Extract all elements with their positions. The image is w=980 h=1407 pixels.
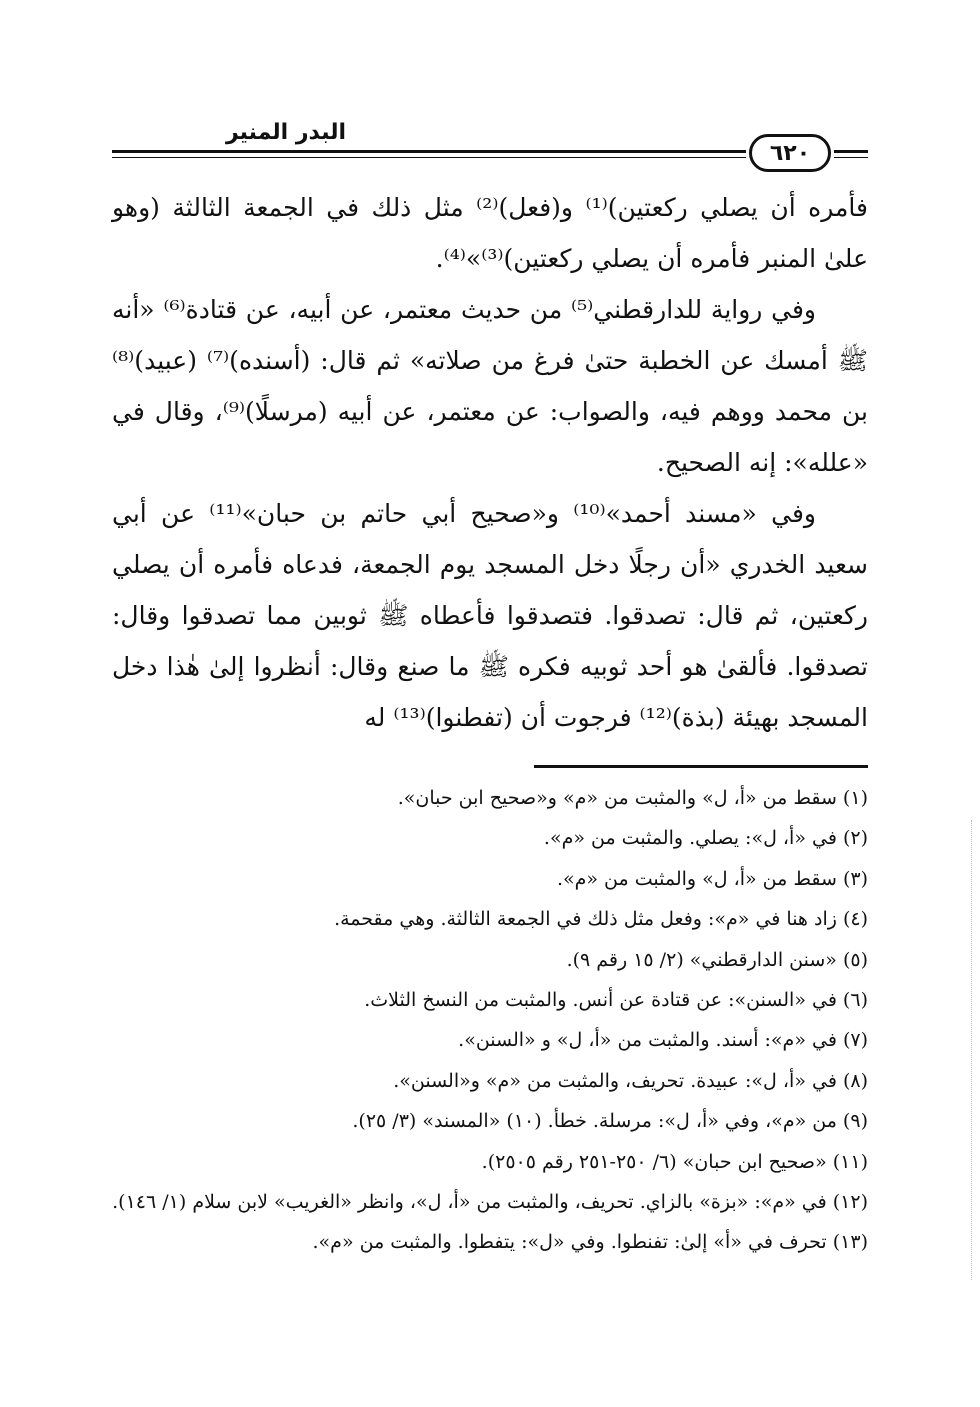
footnote: (١١) «صحيح ابن حبان» (٦/ ٢٥٠-٢٥١ رقم ٢٥٠٥).	[481, 1150, 868, 1173]
header-rule-right-thick	[834, 150, 868, 153]
footnote: (٣) سقط من «أ، ل» والمثبت من «م».	[556, 867, 868, 890]
header-rule-right-thin	[834, 157, 868, 158]
paragraph: وفي «مسند أحمد»⁽¹⁰⁾ و«صحيح أبي حاتم بن حبان»⁽¹¹⁾ عن أبي سعيد الخدري «أن رجلًا دخل المسجد يوم الجمعة، فدعاه فأمره أن يصلي ركعتين، ثم قال: تصدقوا. فتصدقوا فأعطاه ﷺ ثوبين مما تصدقوا وقال: تصدقوا. فألقىٰ هو أحد ثوبيه فكره ﷺ ما صنع وقال: أنظروا إلىٰ هٰذا دخل المسجد بهيئة (بذة)⁽¹²⁾ فرجوت أن (تفطنوا)⁽¹³⁾ له	[112, 499, 868, 732]
header-rule-thin	[112, 157, 746, 158]
footnote: (٤) زاد هنا في «م»: وفعل مثل ذلك في الجمعة الثالثة. وهي مقحمة.	[334, 908, 868, 931]
page-number: ٦٢٠	[749, 134, 831, 172]
footnote: (٨) في «أ، ل»: عبيدة. تحريف، والمثبت من «م» و«السنن».	[393, 1069, 868, 1092]
paragraph: وفي رواية للدارقطني⁽⁵⁾ من حديث معتمر، عن أبيه، عن قتادة⁽⁶⁾ «أنه ﷺ أمسك عن الخطبة حتىٰ فرغ من صلاته» ثم قال: (أسنده)⁽⁷⁾ (عبيد)⁽⁸⁾ بن محمد ووهم فيه، والصواب: عن معتمر، عن أبيه (مرسلًا)⁽⁹⁾، وقال في «علله»: إنه الصحيح.	[112, 295, 869, 477]
page-edge-mark	[970, 820, 972, 1280]
footnote: (٩) من «م»، وفي «أ، ل»: مرسلة. خطأ. (١٠) «المسند» (٣/ ٢٥).	[352, 1110, 868, 1133]
footnote: (٧) في «م»: أسند. والمثبت من «أ، ل» و «السنن».	[458, 1029, 868, 1052]
footnote: (١) سقط من «أ، ل» والمثبت من «م» و«صحيح ابن حبان».	[397, 787, 868, 809]
running-title: البدر المنير	[225, 120, 346, 145]
footnote: (٦) في «السنن»: عن قتادة عن أنس. والمثبت من النسخ الثلاث.	[364, 989, 868, 1012]
footnote-separator	[534, 765, 868, 768]
footnote: (٢) في «أ، ل»: يصلي. والمثبت من «م».	[543, 827, 868, 850]
header-rule-thick	[112, 150, 746, 153]
footnote: (١٣) تحرف في «أ» إلىٰ: تفنطوا. وفي «ل»: يتفطوا. والمثبت من «م».	[312, 1231, 868, 1254]
paragraph: فأمره أن يصلي ركعتين)⁽¹⁾ و(فعل)⁽²⁾ مثل ذلك في الجمعة الثالثة (وهو علىٰ المنبر فأمره أن يصلي ركعتين)⁽³⁾»⁽⁴⁾.	[112, 193, 868, 273]
main-text	[112, 182, 868, 743]
footnote: (١٢) في «م»: «بزة» بالزاي. تحريف، والمثبت من «أ، ل»، وانظر «الغريب» لابن سلام (١/ ١٤٦).	[112, 1191, 868, 1214]
page-header	[112, 108, 868, 178]
footnotes	[112, 778, 868, 1263]
footnote: (٥) «سنن الدارقطني» (٢/ ١٥ رقم ٩).	[566, 948, 868, 971]
